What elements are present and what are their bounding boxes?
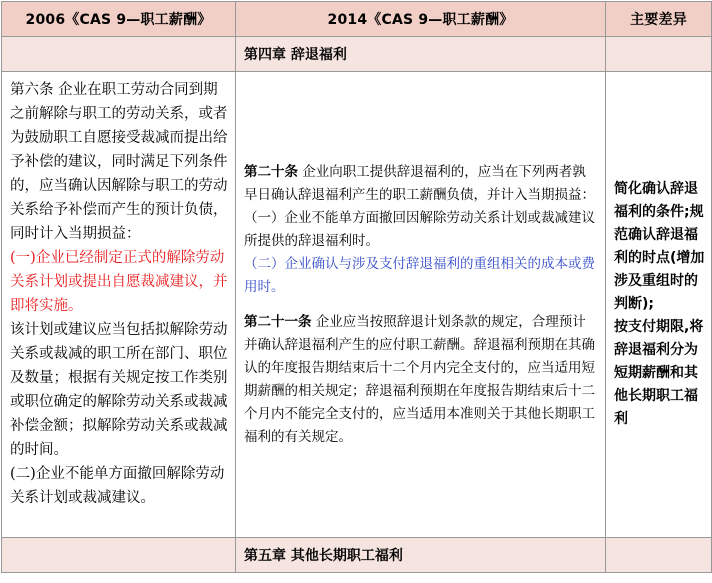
art20-text: 企业向职工提供辞退福利的，应当在下列两者孰早日确认辞退福利产生的职工薪酬负债，并计入当期损益： [244, 163, 595, 203]
art20-item1: （一）企业不能单方面撤回因解除劳动关系计划或裁减建议所提供的辞退福利时。 [244, 209, 595, 249]
chapter4-title: 第四章 辞退福利 [236, 37, 606, 72]
header-2014: 2014《CAS 9—职工薪酬》 [236, 2, 606, 37]
art21 [244, 311, 599, 449]
diff-text2: 按支付期限,将辞退福利分为短期薪酬和其他长期职工福利 [614, 319, 704, 427]
old-item1: (一)企业已经制定正式的解除劳动关系计划或提出自愿裁减建议，并即将实施。 [10, 250, 228, 314]
diff-text1: 简化确认辞退福利的条件;规范确认辞退福利的时点(增加涉及重组时的判断); [614, 181, 705, 312]
content-row [2, 72, 712, 538]
comparison-table [1, 1, 712, 573]
old-2006-cell [2, 72, 236, 538]
header-diff: 主要差异 [606, 2, 712, 37]
art20 [244, 161, 599, 207]
old-para1: 第六条 企业在职工劳动合同到期之前解除与职工的劳动关系，或者为鼓励职工自愿接受裁减而提出给予补偿的建议，同时满足下列条件的，应当确认因解除与职工的劳动关系给予补偿而产生的预计负债，同时计入当期损益： [10, 82, 228, 242]
chapter4-row [2, 37, 712, 72]
chapter4-empty-right [606, 37, 712, 72]
art20-label: 第二十条 [244, 163, 298, 180]
new-2014-cell [236, 72, 606, 538]
spacer [244, 299, 599, 311]
header-2006: 2006《CAS 9—职工薪酬》 [2, 2, 236, 37]
header-row [2, 2, 712, 37]
diff-cell [606, 72, 712, 538]
chapter5-empty-right [606, 538, 712, 573]
old-para2: 该计划或建议应当包括拟解除劳动关系或裁减的职工所在部门、职位及数量；根据有关规定按工作类别或职位确定的解除劳动关系或裁减补偿金额；拟解除劳动关系或裁减的时间。 [10, 322, 228, 458]
art21-text: 企业应当按照辞退计划条款的规定，合理预计并确认辞退福利产生的应付职工薪酬。辞退福利预期在其确认的年度报告期结束后十二个月内完全支付的，应当适用短期薪酬的相关规定；辞退福利预期在年度报告期结束后十二个月内不能完全支付的，应当适用本准则关于其他长期职工福利的有关规定。 [244, 313, 595, 445]
chapter4-empty-left [2, 37, 236, 72]
art20-item2: （二）企业确认与涉及支付辞退福利的重组相关的成本或费用时。 [244, 255, 595, 295]
chapter5-title: 第五章 其他长期职工福利 [236, 538, 606, 573]
old-item2: (二)企业不能单方面撤回解除劳动关系计划或裁减建议。 [10, 466, 225, 506]
chapter5-empty-left [2, 538, 236, 573]
chapter5-row [2, 538, 712, 573]
art21-label: 第二十一条 [244, 313, 312, 330]
